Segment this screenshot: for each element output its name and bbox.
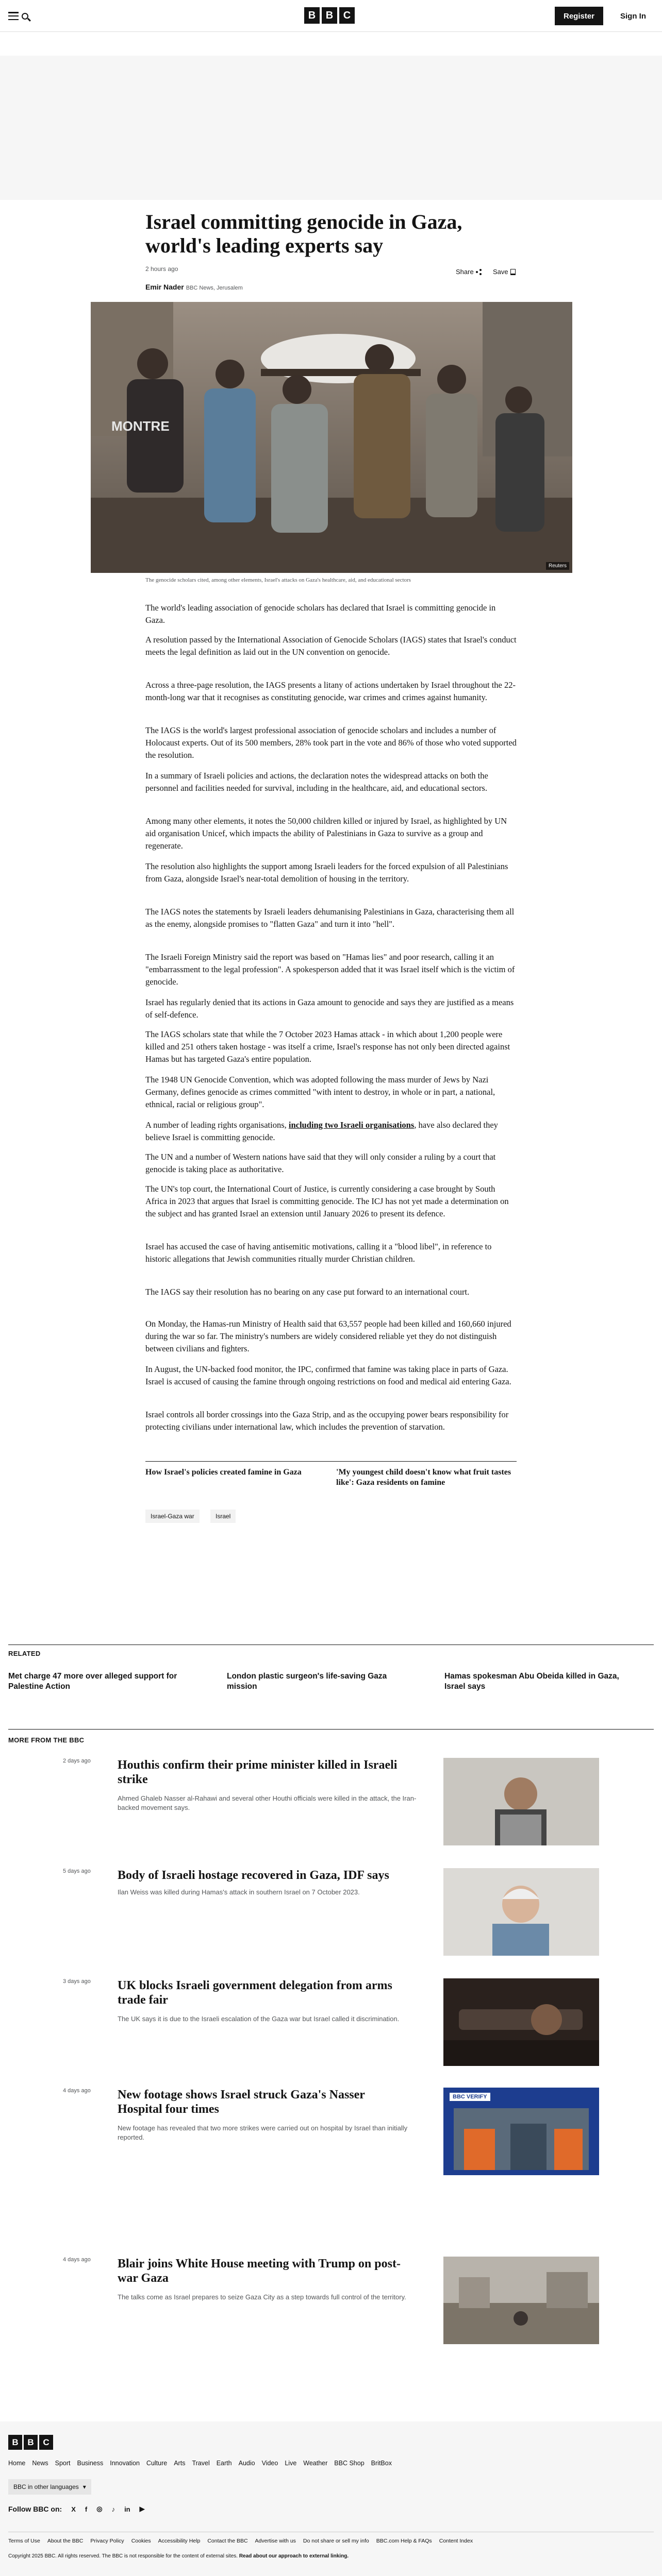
footer-nav-link[interactable]: News <box>32 2460 48 2467</box>
menu-search-button[interactable] <box>8 10 30 22</box>
copyright <box>8 2553 349 2559</box>
footer-nav-link[interactable]: Audio <box>238 2460 255 2467</box>
topic-tag[interactable]: Israel <box>210 1510 236 1523</box>
advertisement-area <box>0 56 662 200</box>
footer-nav-link[interactable]: Culture <box>146 2460 168 2467</box>
logo-letter: B <box>322 7 337 24</box>
story-summary: The talks come as Israel prepares to seize Gaza City as a step towards full control of the territory. <box>118 2293 406 2301</box>
paragraph-text: A number of leading rights organisations, <box>145 1120 289 1130</box>
save-label: Save <box>493 268 508 276</box>
facebook-icon[interactable]: f <box>85 2505 88 2513</box>
divider <box>145 1461 517 1462</box>
story-thumbnail[interactable] <box>443 2088 599 2175</box>
story-headline[interactable]: New footage shows Israel struck Gaza's Nasser Hospital four times <box>118 2088 365 2116</box>
logo-letter: B <box>24 2435 38 2450</box>
story-age: 3 days ago <box>63 1978 91 1985</box>
paragraph: Israel has accused the case of having antisemitic motivations, calling it a "blood libel", in reference to historic allegations that Jewish communities ritually murder Christian children. <box>145 1242 492 1264</box>
share-button[interactable] <box>456 268 482 276</box>
youtube-icon[interactable]: ▶ <box>139 2505 145 2513</box>
bookmark-icon <box>510 269 516 275</box>
footer-nav-link[interactable]: Business <box>77 2460 104 2467</box>
paragraph: Israel has regularly denied that its actions in Gaza amount to genocide and says they are justified as a means of self-defence. <box>145 997 514 1020</box>
paragraph: A resolution passed by the International Association of Genocide Scholars (IAGS) states that Israel's conduct meets the legal definition as laid out in the UN convention on genocide. <box>145 635 517 657</box>
story-headline[interactable]: UK blocks Israeli government delegation from arms trade fair <box>118 1979 392 2007</box>
paragraph: The IAGS notes the statements by Israeli leaders dehumanising Palestinians in Gaza, characterising them all as the enemy, alongside promises to "flatten Gaza" and turn it into "hell". <box>145 907 515 929</box>
footer-nav <box>8 2460 392 2467</box>
register-button[interactable]: Register <box>555 7 603 25</box>
story-summary: Ilan Weiss was killed during Hamas's attack in southern Israel on 7 October 2023. <box>118 1888 360 1896</box>
story-age: 4 days ago <box>63 2088 91 2094</box>
related-link[interactable]: London plastic surgeon's life-saving Gaza mission <box>227 1672 387 1691</box>
paragraph: On Monday, the Hamas-run Ministry of Health said that 63,557 people had been killed and 160,660 injured during the war so far. The ministry's numbers are widely considered reliable yet they do not distinguish between civilians and fighters. <box>145 1319 511 1353</box>
top-navigation <box>0 0 662 32</box>
story-age: 2 days ago <box>63 1758 91 1764</box>
follow-label: Follow BBC on: <box>8 2505 62 2513</box>
portrait-photo <box>443 1758 599 1845</box>
instagram-icon[interactable]: ◎ <box>96 2505 103 2513</box>
footer-link[interactable]: Privacy Policy <box>90 2538 124 2544</box>
footer-bbc-logo[interactable] <box>8 2435 53 2450</box>
footer-nav-link[interactable]: Weather <box>303 2460 328 2467</box>
paragraph: Among many other elements, it notes the 50,000 children killed or injured by Israel, as highlighted by UN aid organisation Unicef, which impacts the ability of Palestinians in Gaza to survive as a group and regenerate. <box>145 816 507 851</box>
related-link[interactable]: Hamas spokesman Abu Obeida killed in Gaza, Israel says <box>444 1672 619 1691</box>
paragraph: Across a three-page resolution, the IAGS presents a litany of actions undertaken by Israel throughout the 22-month-long war that it recognises as constituting genocide, war crimes and crimes against humanity. <box>145 680 516 702</box>
footer-links <box>8 2538 473 2544</box>
footer-nav-link[interactable]: Sport <box>55 2460 71 2467</box>
page-title: Israel committing genocide in Gaza, world's leading experts say <box>145 210 462 257</box>
arms-fair-photo <box>443 1978 599 2066</box>
paragraph: The IAGS is the world's largest professional association of genocide scholars and includes a number of Holocaust experts. Out of its 500 members, 28% took part in the vote and 86% of those who voted supported the resolution. <box>145 725 517 760</box>
footer-link[interactable]: Advertise with us <box>255 2538 296 2544</box>
signin-button[interactable]: Sign In <box>620 11 646 21</box>
site-footer <box>0 2421 662 2576</box>
story-headline[interactable]: Blair joins White House meeting with Trump on post-war Gaza <box>118 2257 401 2285</box>
paragraph: The UN's top court, the International Court of Justice, is currently considering a case brought by South Africa in 2023 that argues that Israel is committing genocide. The ICJ has not yet made a determination on the subject and has granted Israel an extension until January 2026 to present its defence. <box>145 1184 509 1218</box>
svg-text:MONTRE: MONTRE <box>111 418 170 434</box>
footer-link[interactable]: Cookies <box>131 2538 151 2544</box>
x-icon[interactable]: X <box>71 2505 76 2513</box>
footer-link[interactable]: Contact the BBC <box>207 2538 248 2544</box>
story-thumbnail[interactable] <box>443 2257 599 2344</box>
gaza-city-photo <box>443 2257 599 2344</box>
footer-nav-link[interactable]: Home <box>8 2460 26 2467</box>
footer-nav-link[interactable]: Travel <box>192 2460 210 2467</box>
paragraph: The IAGS say their resolution has no bearing on any case put forward to an international court. <box>145 1287 470 1297</box>
save-button[interactable] <box>493 268 516 276</box>
rights-orgs-link[interactable]: including two Israeli organisations <box>288 1120 415 1130</box>
external-linking-link[interactable]: Read about our approach to external linking. <box>239 2553 349 2559</box>
footer-nav-link[interactable]: Live <box>285 2460 297 2467</box>
linkedin-icon[interactable]: in <box>124 2505 130 2513</box>
portrait-photo <box>443 1868 599 1956</box>
footer-nav-link[interactable]: Arts <box>174 2460 186 2467</box>
search-icon <box>22 13 28 20</box>
story-summary: Ahmed Ghaleb Nasser al-Rahawi and several other Houthi officials were killed in the attack, the Iran-backed movement says. <box>118 1794 417 1811</box>
topic-tag[interactable]: Israel-Gaza war <box>145 1510 200 1523</box>
share-icon <box>476 269 482 275</box>
logo-letter: B <box>8 2435 22 2450</box>
footer-link[interactable]: Accessibility Help <box>158 2538 201 2544</box>
publish-time: 2 hours ago <box>145 265 178 273</box>
image-caption: The genocide scholars cited, among other elements, Israel's attacks on Gaza's healthcare, aid, and educational sectors <box>145 577 411 583</box>
related-link[interactable]: Met charge 47 more over alleged support for Palestine Action <box>8 1672 177 1691</box>
logo-letter: B <box>304 7 320 24</box>
story-thumbnail[interactable] <box>443 1758 599 1845</box>
languages-label: BBC in other languages <box>13 2483 79 2490</box>
paragraph: Israel controls all border crossings into the Gaza Strip, and as the occupying power bears responsibility for protecting civilians under international law, which includes the prevention of starvation. <box>145 1410 509 1432</box>
paragraph-text: , have also declared they believe Israel is committing genocide. <box>145 1120 498 1142</box>
footer-nav-link[interactable]: BritBox <box>371 2460 392 2467</box>
paragraph: In a summary of Israeli policies and actions, the declaration notes the widespread attacks on both the personnel and facilities needed for survival, including in the healthcare, aid, and educational sectors. <box>145 771 488 793</box>
divider <box>8 1729 654 1730</box>
author-name: Emir Nader <box>145 283 184 291</box>
footer-nav-link[interactable]: Innovation <box>110 2460 140 2467</box>
story-summary: The UK says it is due to the Israeli escalation of the Gaza war but Israel called it discrimination. <box>118 2015 400 2023</box>
tiktok-icon[interactable]: ♪ <box>111 2505 115 2513</box>
section-heading-related: RELATED <box>8 1650 41 1657</box>
paragraph: In August, the UN-backed food monitor, the IPC, confirmed that famine was taking place in parts of Gaza. Israel is accused of causing the famine through ongoing restrictions on food and medical aid entering Gaza. <box>145 1364 511 1386</box>
story-summary: New footage has revealed that two more strikes were carried out on hospital by Israel than initially reported. <box>118 2124 408 2141</box>
story-headline[interactable]: Body of Israeli hostage recovered in Gaza, IDF says <box>118 1869 389 1882</box>
languages-dropdown[interactable] <box>8 2479 91 2495</box>
hero-photo-illustration <box>91 302 572 573</box>
menu-icon <box>8 12 19 20</box>
footer-link[interactable]: Terms of Use <box>8 2538 40 2544</box>
story-headline[interactable]: Houthis confirm their prime minister killed in Israeli strike <box>118 1758 398 1786</box>
inline-related-link[interactable]: How Israel's policies created famine in Gaza <box>145 1468 302 1477</box>
footer-link[interactable]: Do not share or sell my info <box>303 2538 369 2544</box>
chevron-down-icon: ▾ <box>82 2483 86 2490</box>
paragraph-with-link <box>145 1119 517 1144</box>
story-age: 4 days ago <box>63 2257 91 2263</box>
author-role: BBC News, Jerusalem <box>186 285 243 291</box>
story-thumbnail[interactable] <box>443 1868 599 1956</box>
copyright-text: Copyright 2025 BBC. All rights reserved. The BBC is not responsible for the content of external sites. <box>8 2553 238 2559</box>
inline-related-link[interactable]: 'My youngest child doesn't know what fruit tastes like': Gaza residents on famine <box>336 1468 511 1487</box>
paragraph: The world's leading association of genocide scholars has declared that Israel is committing genocide in Gaza. <box>145 603 496 625</box>
footer-nav-link[interactable]: BBC Shop <box>334 2460 365 2467</box>
story-age: 5 days ago <box>63 1868 91 1874</box>
paragraph: The IAGS scholars state that while the 7 October 2023 Hamas attack - in which about 1,200 people were killed and 251 others taken hostage - was itself a crime, Israel's response has not only been directed against Hamas but has targeted Gaza's entire population. <box>145 1029 510 1064</box>
paragraph: The resolution also highlights the support among Israeli leaders for the forced expulsion of all Palestinians from Gaza, alongside Israel's near-total demolition of housing in the territory. <box>145 861 508 884</box>
image-credit: Reuters <box>546 562 569 570</box>
hero-image <box>91 302 572 573</box>
logo-letter: C <box>39 2435 53 2450</box>
follow-bbc <box>8 2505 145 2513</box>
footer-nav-link[interactable]: Video <box>261 2460 278 2467</box>
section-heading-more: MORE FROM THE BBC <box>8 1736 85 1744</box>
footer-link[interactable]: Content Index <box>439 2538 473 2544</box>
paragraph: The 1948 UN Genocide Convention, which was adopted following the mass murder of Jews by Nazi Germany, defines genocide as crimes committed "with intent to destroy, in whole or in part, a national, ethnical, racial or religious group". <box>145 1075 495 1109</box>
footer-link[interactable]: BBC.com Help & FAQs <box>376 2538 432 2544</box>
footer-link[interactable]: About the BBC <box>47 2538 84 2544</box>
verify-badge: BBC VERIFY <box>450 2093 490 2101</box>
byline <box>145 283 243 291</box>
share-label: Share <box>456 268 474 276</box>
paragraph: The Israeli Foreign Ministry said the report was based on "Hamas lies" and poor research, calling it an "embarrassment to the legal profession". A spokesperson added that it was Israel itself which is the victim of genocide. <box>145 952 515 987</box>
story-thumbnail[interactable] <box>443 1978 599 2066</box>
footer-nav-link[interactable]: Earth <box>216 2460 232 2467</box>
logo-letter: C <box>339 7 355 24</box>
bbc-logo[interactable] <box>304 7 355 24</box>
paragraph: The UN and a number of Western nations have said that they will only consider a ruling by a court that genocide is taking place as authoritative. <box>145 1152 496 1174</box>
